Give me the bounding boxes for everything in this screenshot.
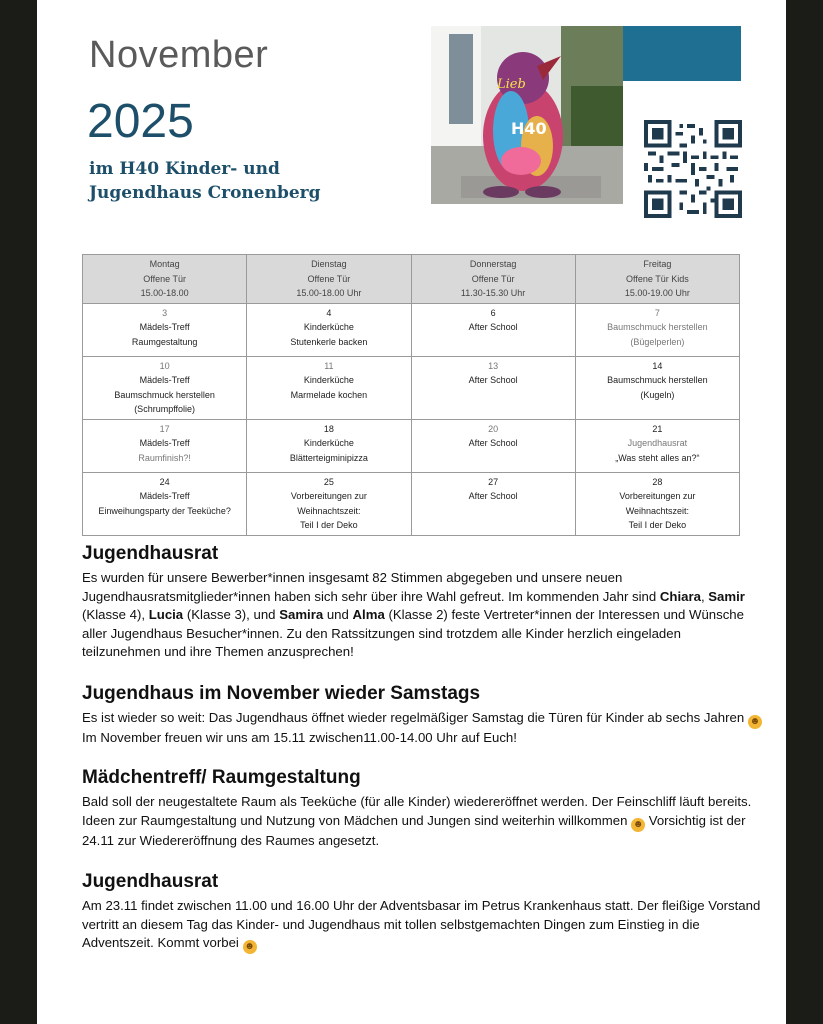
header-thursday: Donnerstag Offene Tür 11.30-15.30 Uhr	[411, 255, 575, 304]
calendar-cell: 14 Baumschmuck herstellen (Kugeln)	[575, 356, 739, 419]
calendar-cell: 6 After School	[411, 303, 575, 356]
accent-box	[623, 26, 741, 81]
calendar-cell: 24 Mädels-Treff Einweihungsparty der Teeküche?	[83, 472, 247, 535]
calendar-cell: 18 Kinderküche Blätterteigminipizza	[247, 419, 411, 472]
section-title: Jugendhausrat	[82, 871, 219, 892]
calendar-row	[83, 472, 740, 535]
section-jugendhausrat	[82, 543, 762, 662]
calendar-cell: 10 Mädels-Treff Baumschmuck herstellen (Schrumpffolie)	[83, 356, 247, 419]
calendar-table	[82, 254, 740, 536]
calendar-cell: 3 Mädels-Treff Raumgestaltung	[83, 303, 247, 356]
calendar-row	[83, 419, 740, 472]
month-title: November	[89, 34, 269, 76]
section-maedchentreff	[82, 767, 762, 850]
calendar-cell: 13 After School	[411, 356, 575, 419]
section-saturday	[82, 683, 762, 748]
smiling-face-icon: ☻	[632, 818, 644, 830]
section-title: Mädchentreff/ Raumgestaltung	[82, 767, 361, 788]
section-text: Bald soll der neugestaltete Raum als Teeküche (für alle Kinder) wiedereröffnet werden. Der Feinschliff läuft bereits. Ideen zur Raumgestaltung und Nutzung von Mädchen und Jungen sind weiterhin willkommen ☻ Vorsichtig ist der 24.11 zur Wiedereröffnung des Raumes angesetzt.	[82, 794, 752, 848]
calendar-cell: 21 Jugendhausrat „Was steht alles an?“	[575, 419, 739, 472]
section-title: Jugendhausrat	[82, 543, 219, 564]
header-friday: Freitag Offene Tür Kids 15.00-19.00 Uhr	[575, 255, 739, 304]
section-title: Jugendhaus im November wieder Samstags	[82, 683, 481, 704]
qr-code-icon[interactable]	[644, 120, 742, 218]
calendar-cell: 28 Vorbereitungen zur Weihnachtszeit: Teil I der Deko	[575, 472, 739, 535]
calendar-cell: 25 Vorbereitungen zur Weihnachtszeit: Teil I der Deko	[247, 472, 411, 535]
smiling-face-icon: ☻	[749, 716, 761, 727]
penguin-sculpture-photo	[431, 26, 623, 204]
calendar-cell: 4 Kinderküche Stutenkerle backen	[247, 303, 411, 356]
header-tuesday: Dienstag Offene Tür 15.00-18.00 Uhr	[247, 255, 411, 304]
smiling-face-icon: ☻	[244, 941, 255, 952]
header-monday: Montag Offene Tür 15.00-18.00	[83, 255, 247, 304]
calendar-header-row	[83, 255, 740, 304]
calendar-cell: 17 Mädels-Treff Raumfinish?!	[83, 419, 247, 472]
section-adventsbasar	[82, 871, 762, 954]
calendar-cell: 20 After School	[411, 419, 575, 472]
calendar-cell: 7 Baumschmuck herstellen (Bügelperlen)	[575, 303, 739, 356]
location-subtitle: im H40 Kinder- und Jugendhaus Cronenberg	[89, 159, 321, 203]
calendar-cell: 11 Kinderküche Marmelade kochen	[247, 356, 411, 419]
section-text: Am 23.11 findet zwischen 11.00 und 16.00 Uhr der Adventsbasar im Petrus Krankenhaus statt. Der fleißige Vorstand vertritt an diesem Tag das Kinder- und Jugendhaus mit tollen selbstgemachten Dingen zum Einstieg in die Adventszeit. Kommt vorbei ☻	[82, 898, 761, 952]
calendar-row	[83, 356, 740, 419]
section-text: Es ist wieder so weit: Das Jugendhaus öffnet wieder regelmäßiger Samstag die Türen für Kinder ab sechs Jahren ☻ Im November freuen wir uns am 15.11 zwischen11.00-14.00 Uhr auf Euch!	[82, 710, 761, 745]
year-title: 2025	[87, 95, 194, 148]
sculpture-text: Lieb	[497, 77, 526, 92]
sculpture-h40-text: H40	[511, 119, 547, 138]
section-text: Es wurden für unsere Bewerber*innen insgesamt 82 Stimmen abgegeben und unsere neuen Jugendhausratsmitglieder*innen haben sich sehr über ihre Wahl gefreut. Im kommenden Jahr sind Chiara, Samir (Klasse 4), Lucia (Klasse 3), und Samira und Alma (Klasse 2) feste Vertreter*innen der Interessen und Wünsche aller Jugendhaus Besucher*innen. Zu den Ratssitzungen sind trotzdem alle Kinder herzlich eingeladen teilzunehmen und ihre Themen anzusprechen!	[82, 570, 745, 659]
calendar-row	[83, 303, 740, 356]
newsletter-page	[37, 0, 786, 1024]
calendar-cell: 27 After School	[411, 472, 575, 535]
